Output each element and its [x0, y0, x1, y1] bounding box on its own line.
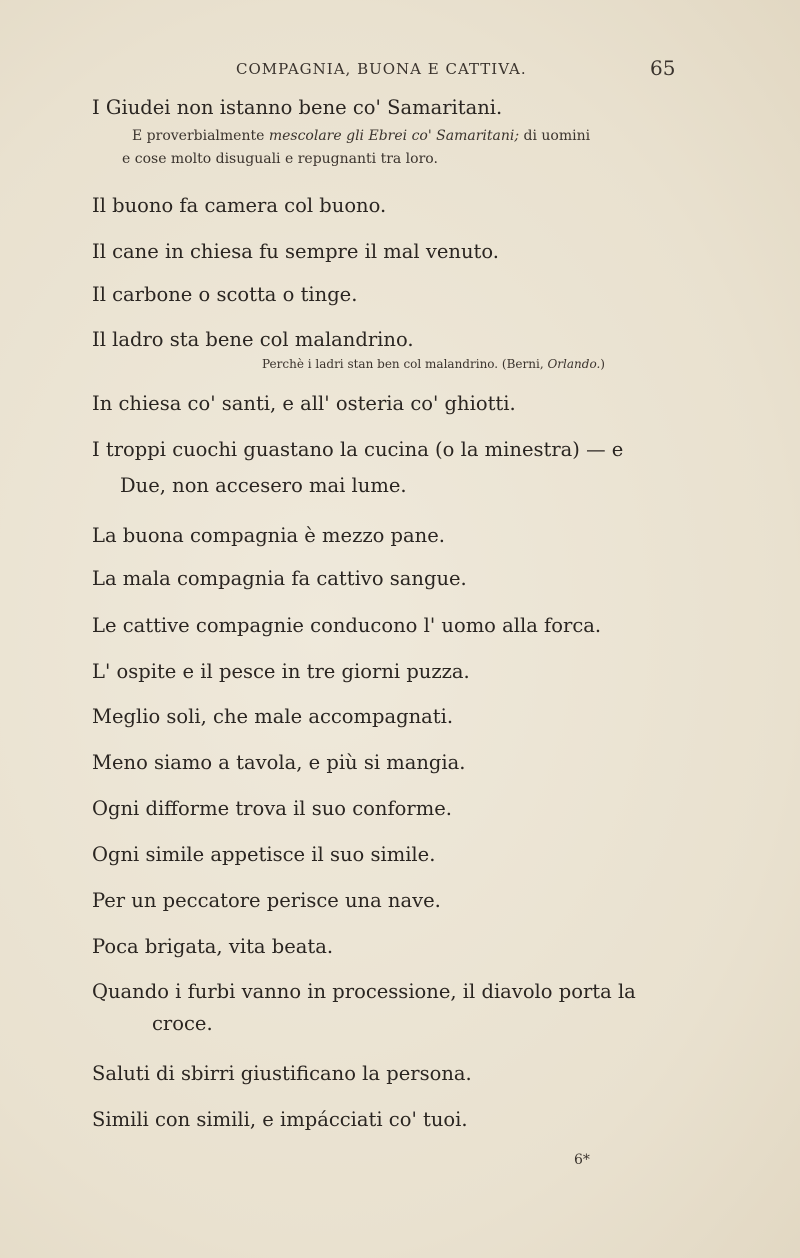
signature-mark: 6* — [574, 1152, 590, 1168]
proverb-entry: Il buono fa camera col buono. — [92, 194, 387, 217]
proverb-entry: Il carbone o scotta o tinge. — [92, 283, 358, 306]
proverb-entry: Poca brigata, vita beata. — [92, 935, 334, 958]
proverb-entry: I troppi cuochi guastano la cucina (o la minestra) — e — [92, 438, 624, 461]
proverb-entry: Saluti di sbirri giustificano la persona. — [92, 1062, 472, 1085]
explanatory-note: E proverbialmente mescolare gli Ebrei co' Samaritani; di uomini — [132, 128, 591, 144]
proverb-entry: Quando i furbi vanno in processione, il diavolo porta la — [92, 980, 636, 1003]
proverb-entry: La buona compagnia è mezzo pane. — [92, 524, 445, 547]
citation-note: Perchè i ladri stan ben col malandrino. (Berni, Orlando.) — [262, 357, 605, 371]
proverb-entry: La mala compagnia fa cattivo sangue. — [92, 567, 467, 590]
running-head: COMPAGNIA, BUONA E CATTIVA. — [236, 60, 527, 78]
proverb-entry: L' ospite e il pesce in tre giorni puzza. — [92, 660, 470, 683]
proverb-entry: Ogni simile appetisce il suo simile. — [92, 843, 436, 866]
proverb-entry: Meglio soli, che male accompagnati. — [92, 705, 454, 728]
page-number: 65 — [650, 56, 676, 80]
proverb-continuation: Due, non accesero mai lume. — [120, 474, 407, 497]
proverb-continuation: croce. — [152, 1012, 213, 1035]
proverb-entry: Per un peccatore perisce una nave. — [92, 889, 441, 912]
proverb-entry: I Giudei non istanno bene co' Samaritani. — [92, 96, 503, 119]
proverb-entry: In chiesa co' santi, e all' osteria co' ghiotti. — [92, 392, 516, 415]
proverb-entry: Il cane in chiesa fu sempre il mal venuto. — [92, 240, 499, 263]
proverb-entry: Ogni difforme trova il suo conforme. — [92, 797, 452, 820]
explanatory-note-line: e cose molto disuguali e repugnanti tra loro. — [122, 151, 438, 167]
proverb-entry: Le cattive compagnie conducono l' uomo alla forca. — [92, 614, 602, 637]
proverb-entry: Il ladro sta bene col malandrino. — [92, 328, 414, 351]
proverb-entry: Simili con simili, e impácciati co' tuoi. — [92, 1108, 468, 1131]
proverb-entry: Meno siamo a tavola, e più si mangia. — [92, 751, 466, 774]
